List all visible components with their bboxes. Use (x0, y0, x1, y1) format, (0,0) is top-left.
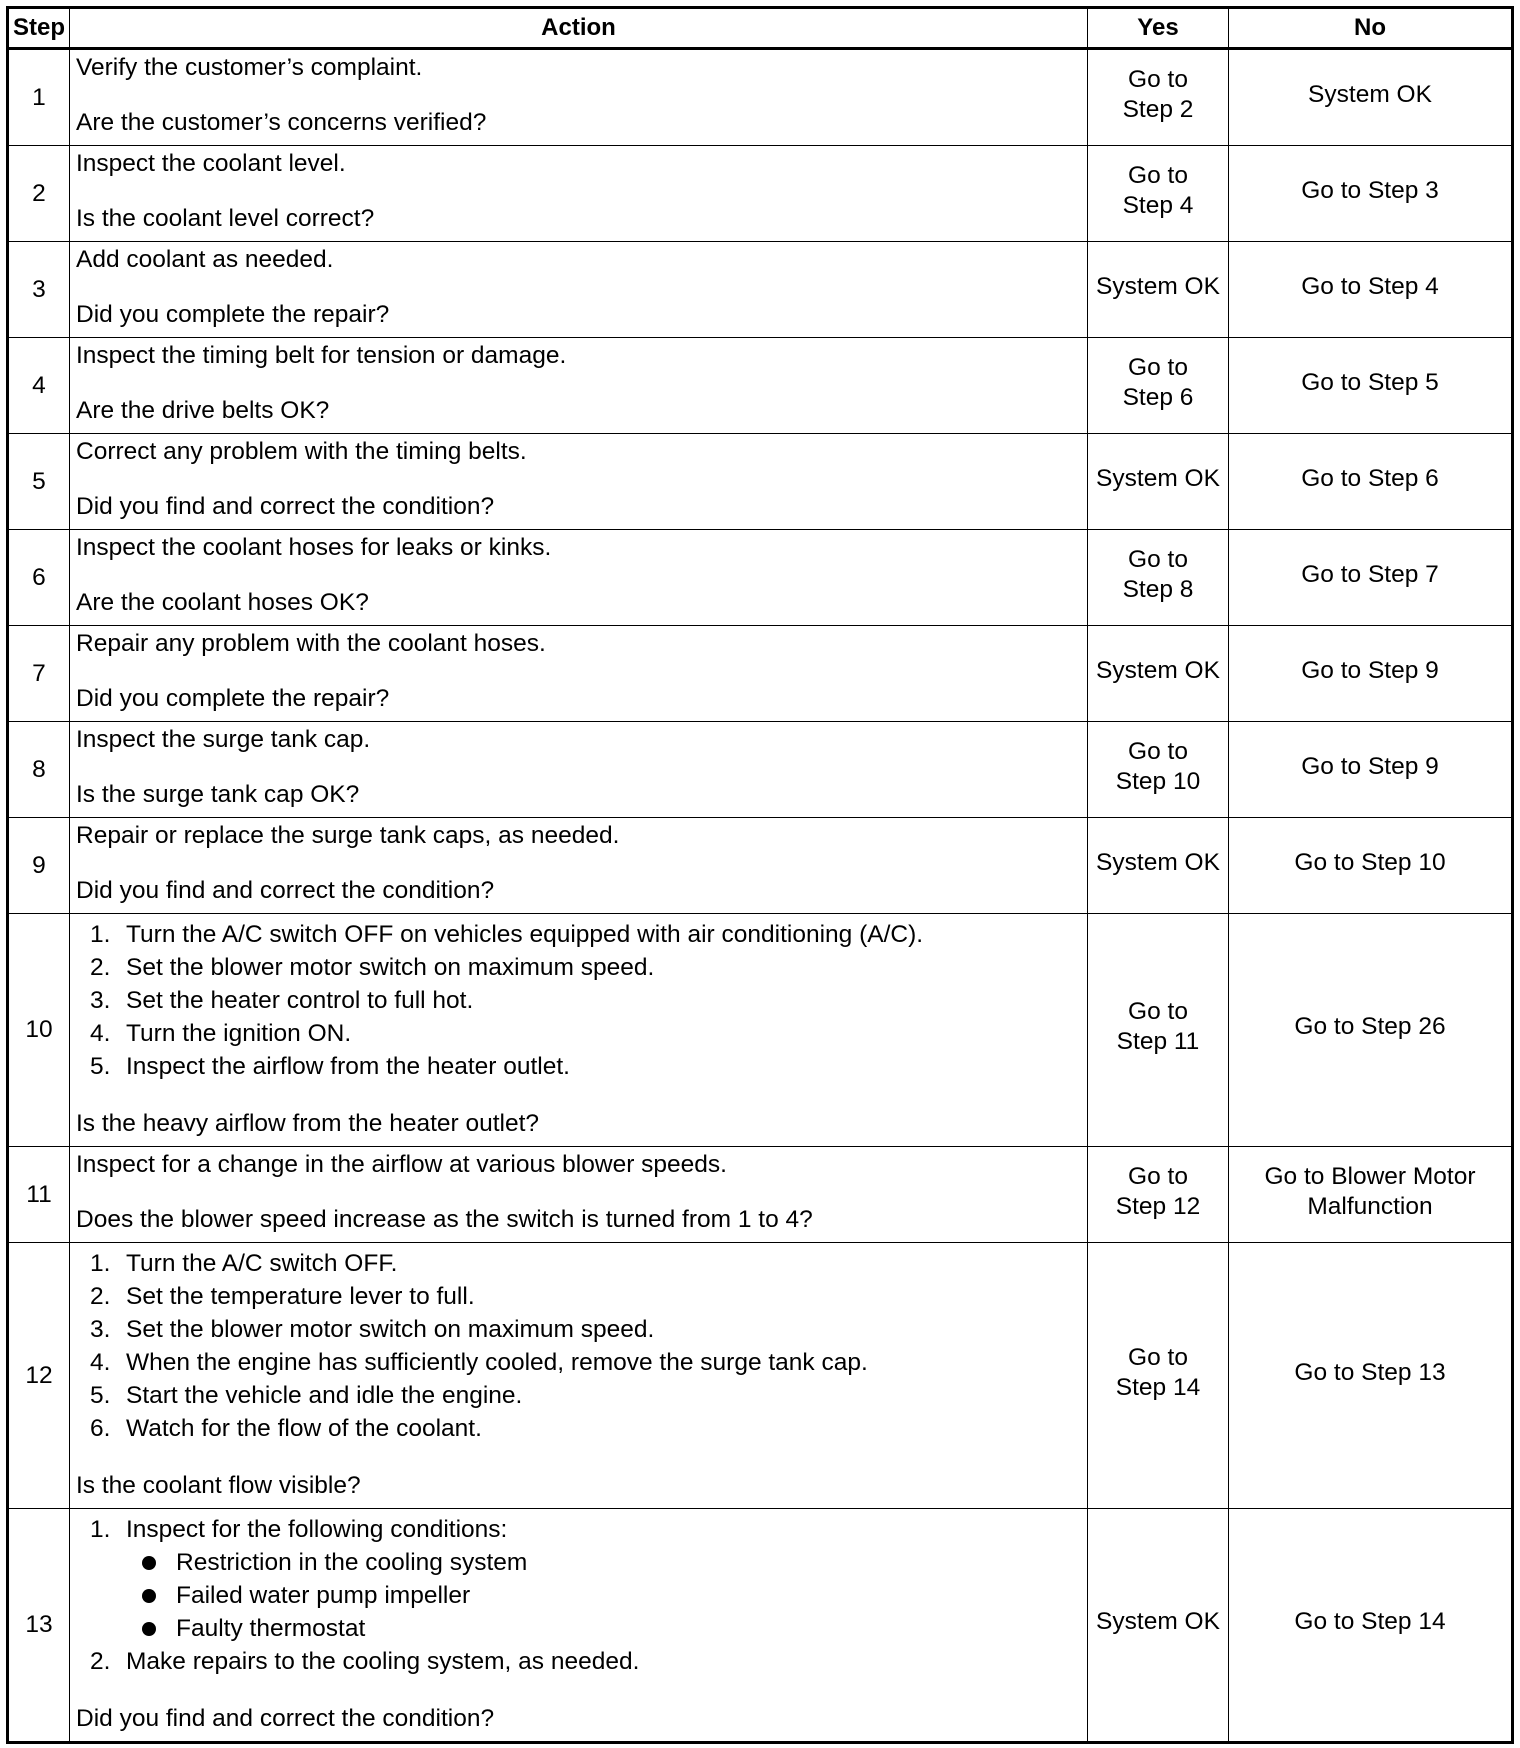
action-instruction: Repair or replace the surge tank caps, as needed. (76, 822, 620, 849)
no-result-line: Go to Step 13 (1294, 1358, 1446, 1386)
step-number: 3 (8, 242, 70, 338)
bullet-text: Restriction in the cooling system (176, 1549, 528, 1576)
yes-result-line: Go to (1128, 998, 1188, 1025)
no-cell (1229, 434, 1513, 530)
list-item-number: 2. (90, 1648, 111, 1675)
action-instruction: Add coolant as needed. (76, 246, 334, 273)
action-question: Are the customer’s concerns verified? (76, 109, 487, 136)
list-item-number: 1. (90, 1250, 111, 1277)
yes-result-line: Step 6 (1122, 383, 1194, 411)
yes-result-line: Step 14 (1115, 1373, 1201, 1401)
table-row (8, 434, 1513, 530)
step-number: 8 (8, 722, 70, 818)
step-number: 4 (8, 338, 70, 434)
action-question: Are the coolant hoses OK? (76, 589, 369, 616)
no-cell (1229, 530, 1513, 626)
no-result-line: Go to Step 5 (1301, 368, 1439, 396)
header-yes: Yes (1088, 8, 1229, 49)
list-item-text: Inspect the airflow from the heater outlet. (126, 1053, 570, 1080)
no-cell (1229, 49, 1513, 146)
step-number: 12 (8, 1243, 70, 1509)
list-item (76, 1379, 1079, 1412)
list-item (76, 1346, 1079, 1379)
no-cell (1229, 914, 1513, 1147)
list-item-text: Turn the ignition ON. (126, 1020, 352, 1047)
table-row (8, 626, 1513, 722)
step-number: 11 (8, 1147, 70, 1243)
no-result-line: Go to Step 14 (1294, 1608, 1446, 1635)
yes-cell (1088, 722, 1229, 818)
step-number: 13 (8, 1509, 70, 1743)
yes-result-line: System OK (1096, 656, 1220, 684)
table-row (8, 1147, 1513, 1243)
yes-cell (1088, 1509, 1229, 1743)
yes-cell (1088, 530, 1229, 626)
action-cell (70, 434, 1088, 530)
bullet-text: Faulty thermostat (176, 1615, 366, 1642)
yes-result-line: Step 4 (1122, 191, 1194, 219)
table-row (8, 49, 1513, 146)
header-action: Action (70, 8, 1088, 49)
header-row (8, 8, 1513, 49)
table-row (8, 722, 1513, 818)
list-item-number: 5. (90, 1053, 111, 1080)
no-result-line: Malfunction (1307, 1192, 1433, 1220)
yes-result-line: Go to (1128, 353, 1188, 381)
action-steps-list (76, 1247, 1079, 1445)
bullet-dot-icon (142, 1589, 156, 1603)
action-instruction: Inspect for a change in the airflow at various blower speeds. (76, 1151, 727, 1178)
list-item-number: 3. (90, 987, 111, 1014)
list-item (76, 1313, 1079, 1346)
action-steps-list (76, 918, 1079, 1083)
yes-cell (1088, 49, 1229, 146)
bullet-dot-icon (142, 1556, 156, 1570)
table-row (8, 242, 1513, 338)
table-row (8, 530, 1513, 626)
list-item (76, 1247, 1079, 1280)
table-row (8, 338, 1513, 434)
action-instruction: Inspect the coolant level. (76, 150, 346, 177)
yes-cell (1088, 1243, 1229, 1509)
list-item-text: Turn the A/C switch OFF on vehicles equipped with air conditioning (A/C). (126, 921, 924, 948)
no-cell (1229, 626, 1513, 722)
yes-result-line: Go to (1128, 1162, 1188, 1190)
no-cell (1229, 338, 1513, 434)
no-cell (1229, 1243, 1513, 1509)
action-instruction: Correct any problem with the timing belts. (76, 438, 527, 465)
action-cell (70, 1243, 1088, 1509)
yes-cell (1088, 914, 1229, 1147)
list-item-text: Make repairs to the cooling system, as needed. (126, 1648, 640, 1675)
yes-result-line: System OK (1096, 464, 1220, 492)
action-cell (70, 914, 1088, 1147)
list-item-text: Turn the A/C switch OFF. (126, 1250, 398, 1277)
bullet-text: Failed water pump impeller (176, 1582, 471, 1609)
step-number: 7 (8, 626, 70, 722)
list-item-text: Set the blower motor switch on maximum speed. (126, 954, 655, 981)
list-item-number: 2. (90, 954, 111, 981)
yes-result-line: System OK (1096, 848, 1220, 876)
header-step: Step (8, 8, 70, 49)
bullet-item (126, 1579, 1079, 1612)
no-result-line: Go to Step 6 (1301, 464, 1439, 492)
yes-cell (1088, 434, 1229, 530)
action-question: Did you complete the repair? (76, 301, 390, 328)
no-cell (1229, 1147, 1513, 1243)
list-item-number: 3. (90, 1316, 111, 1343)
yes-cell (1088, 1147, 1229, 1243)
yes-result-line: Step 10 (1115, 767, 1201, 795)
action-cell (70, 146, 1088, 242)
list-item-number: 1. (90, 921, 111, 948)
list-item-text: Inspect for the following conditions: (126, 1516, 508, 1543)
action-cell (70, 1509, 1088, 1743)
action-instruction: Inspect the coolant hoses for leaks or kinks. (76, 534, 552, 561)
list-item-text: Start the vehicle and idle the engine. (126, 1382, 523, 1409)
yes-result-line: Step 2 (1122, 95, 1194, 123)
list-item (76, 1050, 1079, 1083)
yes-result-line: Go to (1128, 1343, 1188, 1371)
action-question: Are the drive belts OK? (76, 397, 330, 424)
bullet-item (126, 1546, 1079, 1579)
action-cell (70, 530, 1088, 626)
step-number: 10 (8, 914, 70, 1147)
action-question: Does the blower speed increase as the switch is turned from 1 to 4? (76, 1206, 813, 1233)
action-cell (70, 49, 1088, 146)
action-cell (70, 1147, 1088, 1243)
table-row (8, 1243, 1513, 1509)
no-result-line: Go to Step 3 (1301, 176, 1439, 204)
list-item (76, 918, 1079, 951)
action-question: Is the surge tank cap OK? (76, 781, 360, 808)
list-item-text: When the engine has sufficiently cooled, remove the surge tank cap. (126, 1349, 868, 1376)
no-result-line: Go to Blower Motor (1264, 1162, 1476, 1190)
list-item (76, 1280, 1079, 1313)
list-item (76, 1017, 1079, 1050)
no-result-line: System OK (1308, 80, 1432, 108)
yes-result-line: Go to (1128, 545, 1188, 573)
action-cell (70, 242, 1088, 338)
list-item-text: Set the temperature lever to full. (126, 1283, 475, 1310)
step-number: 9 (8, 818, 70, 914)
no-cell (1229, 722, 1513, 818)
action-question: Is the coolant level correct? (76, 205, 375, 232)
no-cell (1229, 1509, 1513, 1743)
yes-cell (1088, 146, 1229, 242)
table-row (8, 818, 1513, 914)
step-number: 5 (8, 434, 70, 530)
no-cell (1229, 818, 1513, 914)
yes-cell (1088, 338, 1229, 434)
list-item-number: 2. (90, 1283, 111, 1310)
yes-result-line: Step 8 (1122, 575, 1194, 603)
action-cell (70, 338, 1088, 434)
bullet-list (126, 1546, 1079, 1645)
yes-result-line: Step 12 (1115, 1192, 1201, 1220)
list-item (76, 1513, 1079, 1645)
yes-cell (1088, 818, 1229, 914)
list-item-number: 4. (90, 1349, 111, 1376)
action-instruction: Inspect the surge tank cap. (76, 726, 371, 753)
action-steps-list (76, 1513, 1079, 1678)
no-result-line: Go to Step 9 (1301, 656, 1439, 684)
yes-result-line: Go to (1128, 65, 1188, 93)
action-instruction: Inspect the timing belt for tension or damage. (76, 342, 567, 369)
action-question: Is the heavy airflow from the heater outlet? (76, 1110, 540, 1137)
action-instruction: Verify the customer’s complaint. (76, 54, 423, 81)
action-instruction: Repair any problem with the coolant hoses. (76, 630, 546, 657)
yes-result-line: System OK (1096, 272, 1220, 300)
action-question: Did you complete the repair? (76, 685, 390, 712)
list-item-text: Watch for the flow of the coolant. (126, 1415, 482, 1442)
step-number: 6 (8, 530, 70, 626)
list-item-number: 1. (90, 1516, 111, 1543)
action-question: Is the coolant flow visible? (76, 1472, 361, 1499)
no-result-line: Go to Step 10 (1294, 848, 1446, 876)
yes-result-line: Go to (1128, 161, 1188, 189)
list-item-text: Set the blower motor switch on maximum speed. (126, 1316, 655, 1343)
list-item-text: Set the heater control to full hot. (126, 987, 474, 1014)
yes-result-line: Step 11 (1116, 1028, 1200, 1055)
header-no: No (1229, 8, 1513, 49)
yes-cell (1088, 242, 1229, 338)
action-question: Did you find and correct the condition? (76, 493, 495, 520)
table-row (8, 1509, 1513, 1743)
list-item (76, 984, 1079, 1017)
list-item (76, 1645, 1079, 1678)
no-result-line: Go to Step 7 (1301, 560, 1439, 588)
step-number: 2 (8, 146, 70, 242)
yes-cell (1088, 626, 1229, 722)
action-cell (70, 722, 1088, 818)
no-result-line: Go to Step 4 (1301, 272, 1439, 300)
step-number: 1 (8, 49, 70, 146)
no-cell (1229, 242, 1513, 338)
list-item-number: 4. (90, 1020, 111, 1047)
no-cell (1229, 146, 1513, 242)
yes-result-line: Go to (1128, 737, 1188, 765)
table-body (8, 49, 1513, 1743)
action-cell (70, 626, 1088, 722)
action-question: Did you find and correct the condition? (76, 877, 495, 904)
action-question: Did you find and correct the condition? (76, 1705, 495, 1732)
list-item (76, 951, 1079, 984)
no-result-line: Go to Step 9 (1301, 752, 1439, 780)
table-row (8, 914, 1513, 1147)
yes-result-line: System OK (1096, 1608, 1220, 1635)
diagnostic-table (6, 6, 1514, 1744)
bullet-item (126, 1612, 1079, 1645)
list-item (76, 1412, 1079, 1445)
no-result-line: Go to Step 26 (1294, 1013, 1446, 1040)
action-cell (70, 818, 1088, 914)
list-item-number: 5. (90, 1382, 111, 1409)
list-item-number: 6. (90, 1415, 111, 1442)
bullet-dot-icon (142, 1622, 156, 1636)
table-row (8, 146, 1513, 242)
